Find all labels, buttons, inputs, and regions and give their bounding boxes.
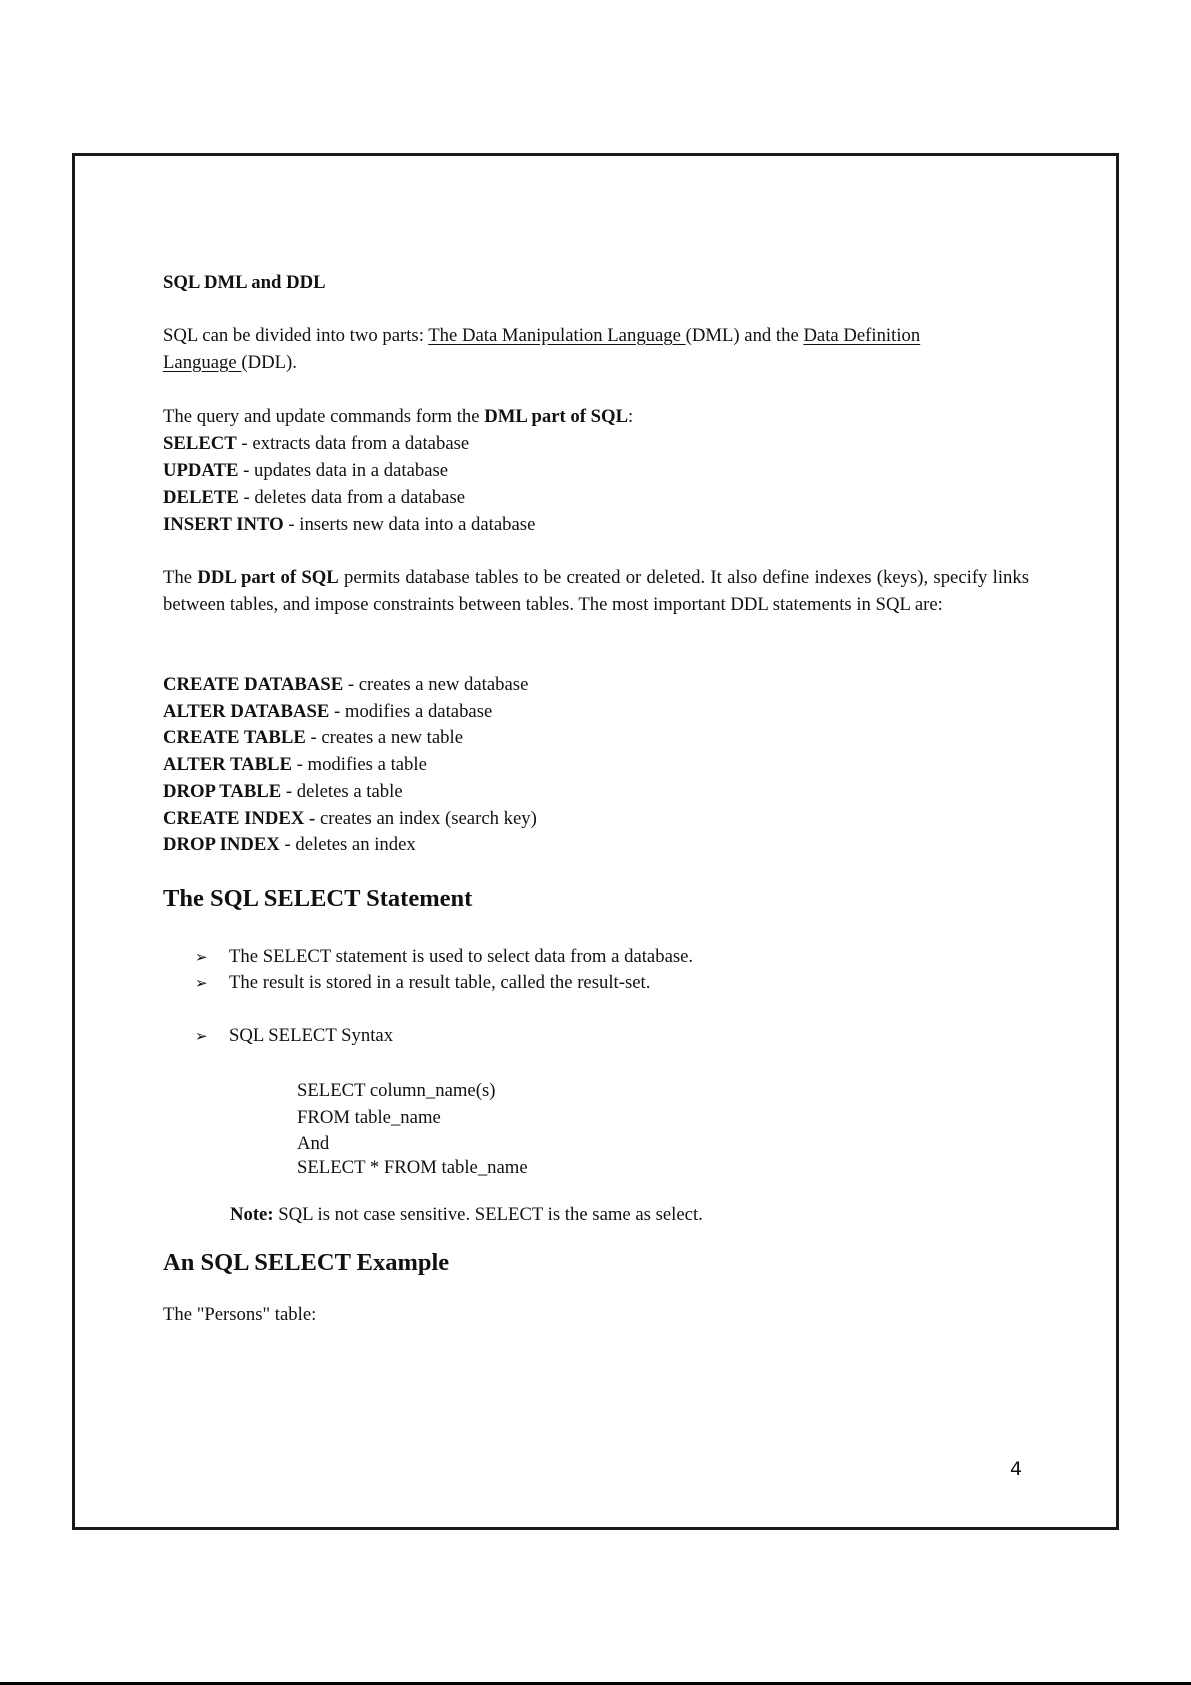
ddl-command: CREATE TABLE - creates a new table — [163, 727, 463, 748]
ddl-command: DROP INDEX - deletes an index — [163, 834, 416, 855]
dml-command: SELECT - extracts data from a database — [163, 433, 470, 454]
persons-table-caption: The "Persons" table: — [163, 1304, 317, 1325]
ddl-command: DROP TABLE - deletes a table — [163, 781, 403, 802]
ddl-command: ALTER DATABASE - modifies a database — [163, 701, 493, 722]
arrow-bullet-icon: ➢ — [195, 948, 208, 966]
ddl-intro-paragraph: The DDL part of SQL permits database tables to be created or deleted. It also define indexes (keys), specify links between tables, and impose constraints between tables. The most important DDL statements in SQL are: — [163, 567, 1029, 615]
ddl-link-continued[interactable]: Language — [163, 351, 242, 373]
syntax-line: SELECT * FROM table_name — [297, 1157, 528, 1178]
list-item: ➢ SQL SELECT Syntax — [195, 1023, 393, 1050]
ddl-link[interactable]: Data Definition — [803, 325, 921, 346]
dml-command: UPDATE - updates data in a database — [163, 460, 449, 481]
intro-paragraph: SQL can be divided into two parts: The Data Manipulation Language (DML) and the Data Definition Language (DDL). — [163, 325, 921, 373]
ddl-command: CREATE INDEX - creates an index (search key) — [163, 808, 537, 829]
arrow-bullet-icon: ➢ — [195, 974, 208, 992]
page-number: 4 — [1010, 1458, 1023, 1480]
dml-intro: The query and update commands form the DML part of SQL: — [163, 406, 634, 427]
arrow-bullet-icon: ➢ — [195, 1027, 208, 1045]
syntax-line: And — [297, 1133, 330, 1154]
section-title-select-example: An SQL SELECT Example — [163, 1249, 450, 1276]
list-item: ➢ The result is stored in a result table, called the result-set. — [195, 970, 650, 997]
syntax-line: SELECT column_name(s) — [297, 1080, 496, 1101]
syntax-line: FROM table_name — [297, 1107, 441, 1128]
section-title-dml-ddl: SQL DML and DDL — [163, 272, 326, 293]
dml-command: INSERT INTO - inserts new data into a database — [163, 514, 536, 535]
list-item: ➢ The SELECT statement is used to select data from a database. — [195, 944, 693, 971]
note: Note: SQL is not case sensitive. SELECT is the same as select. — [230, 1204, 703, 1225]
ddl-command: CREATE DATABASE - creates a new database — [163, 674, 529, 695]
ddl-command: ALTER TABLE - modifies a table — [163, 754, 427, 775]
dml-command: DELETE - deletes data from a database — [163, 487, 466, 508]
dml-link[interactable]: The Data Manipulation Language — [428, 325, 686, 346]
section-title-select-statement: The SQL SELECT Statement — [163, 885, 473, 912]
